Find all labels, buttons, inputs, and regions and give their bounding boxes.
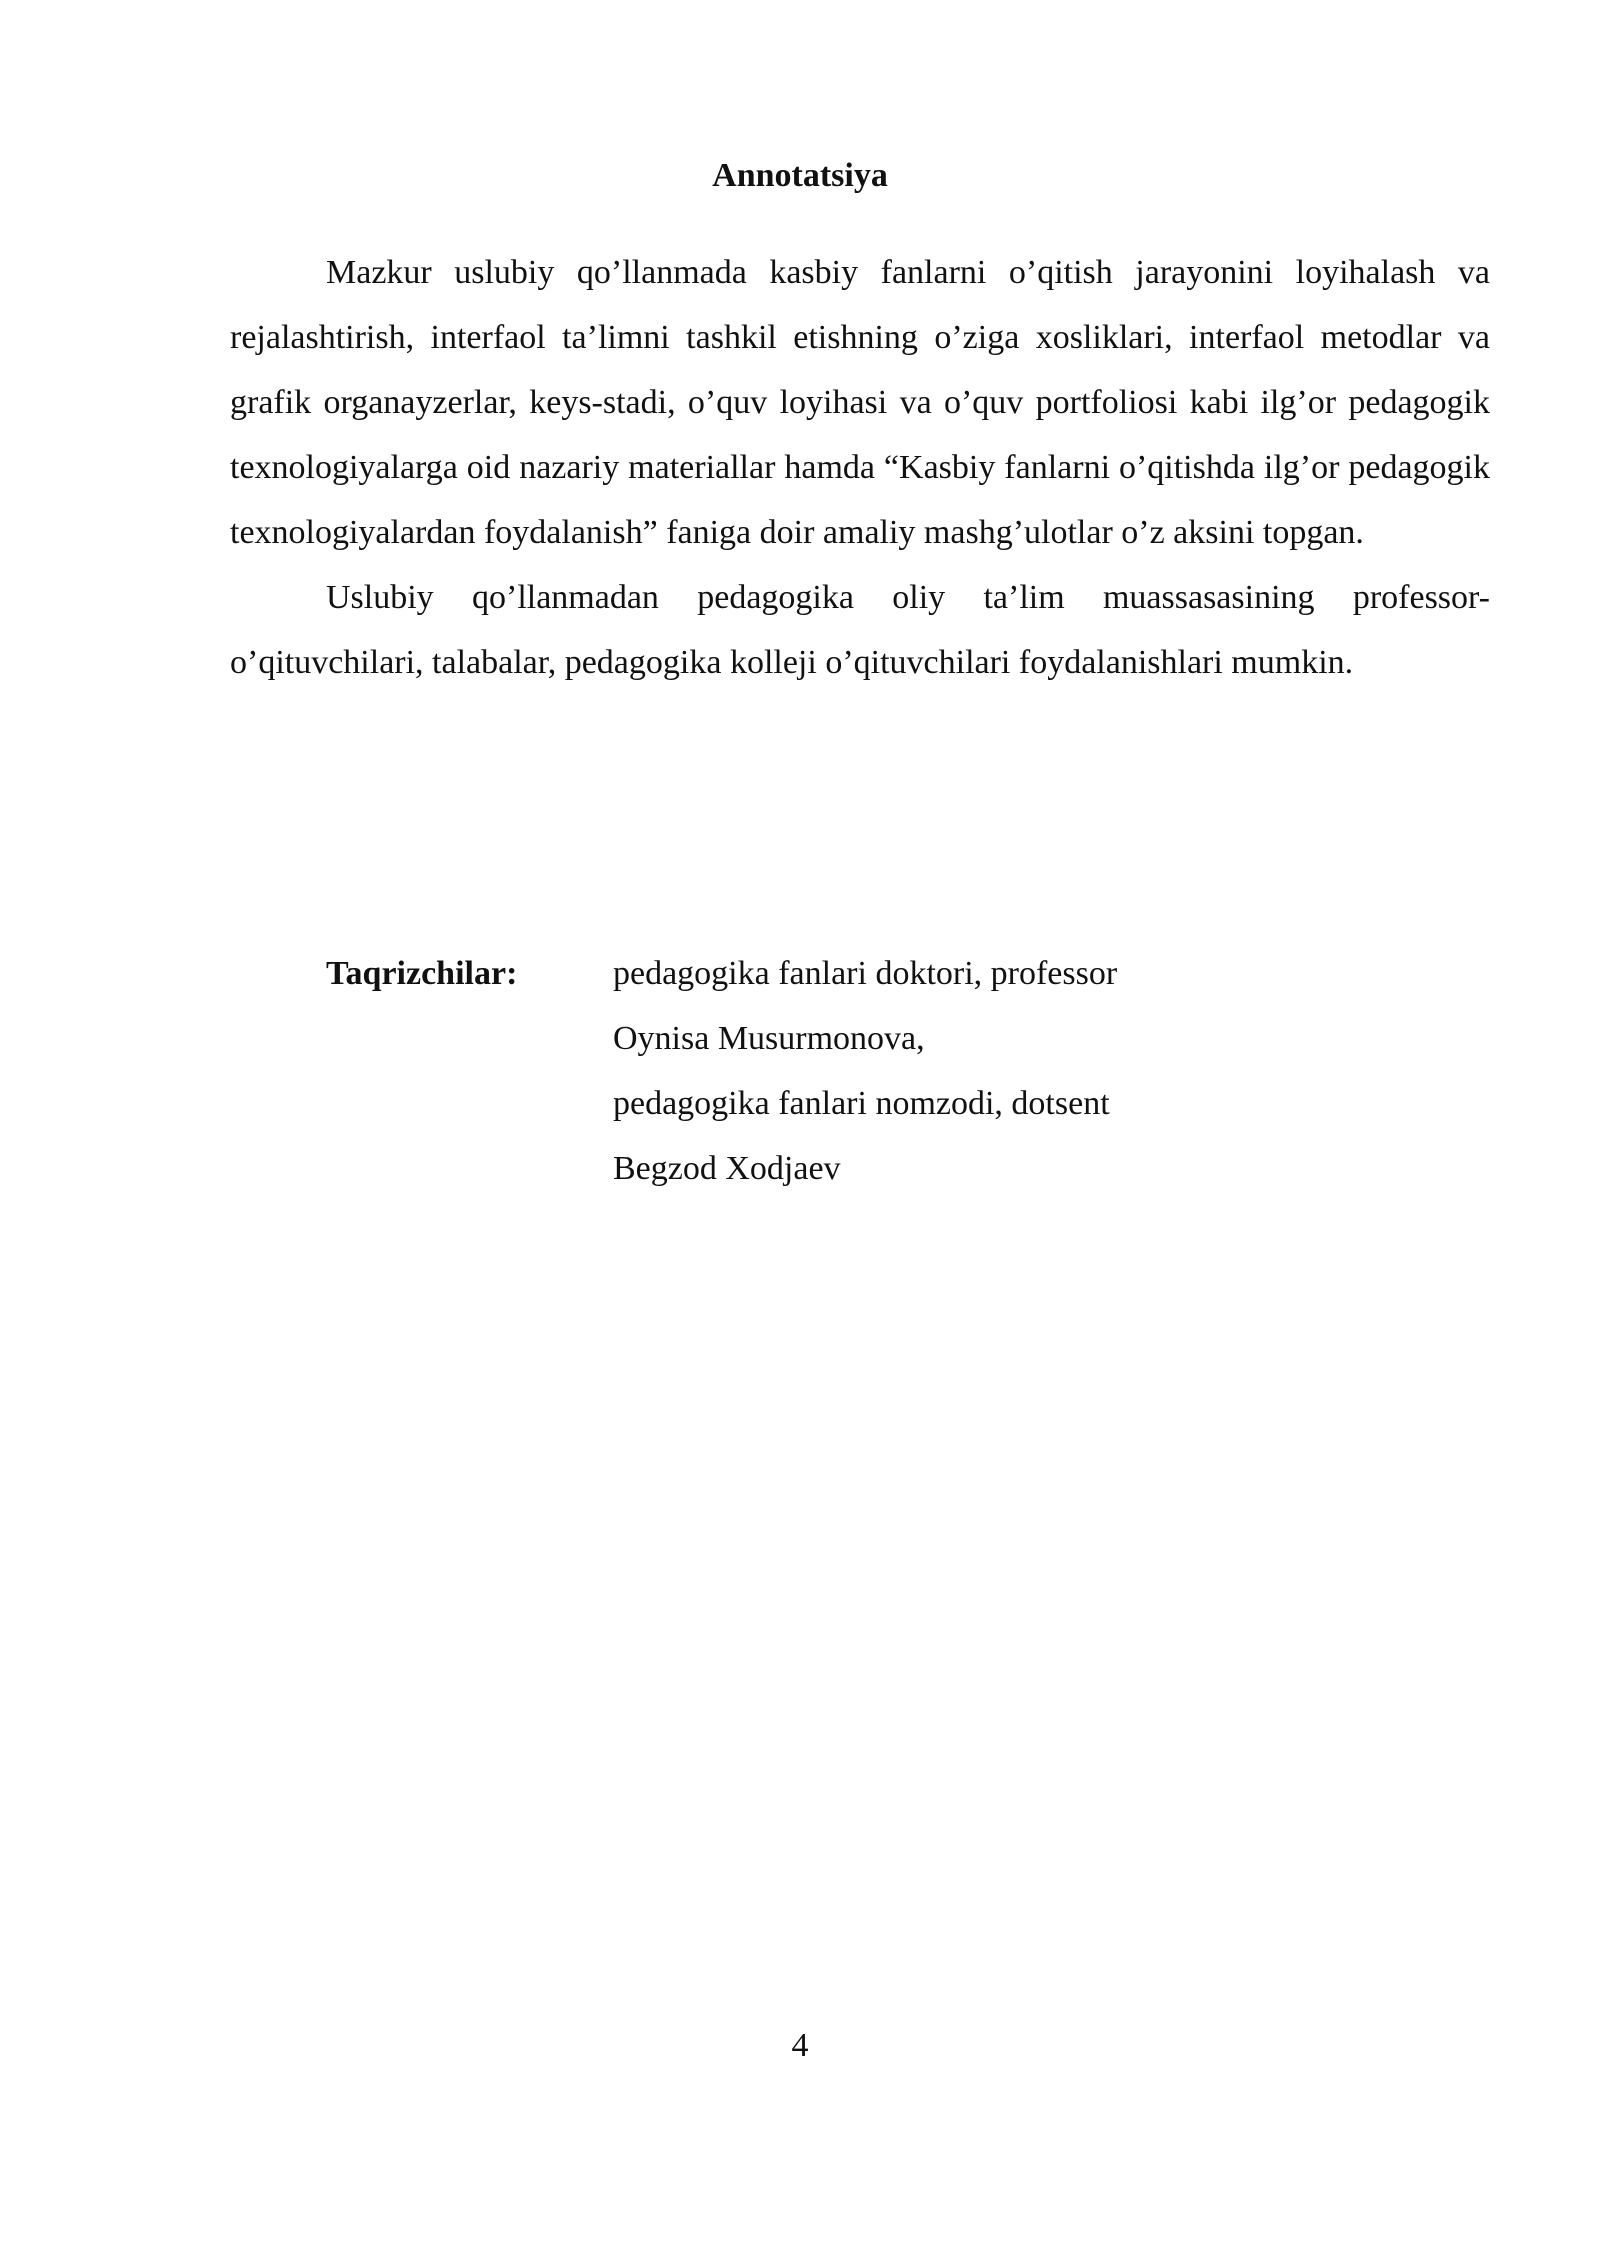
reviewers-list (613, 941, 1413, 1201)
annotation-paragraph-1: Mazkur uslubiy qo’llanmada kasbiy fanlarni o’qitish jarayonini loyihalash va rejalashtirish, interfaol ta’limni tashkil etishning o’ziga xosliklari, interfaol metodlar va grafik organayzerlar, keys-stadi, o’quv loyihasi va o’quv portfoliosi kabi ilg’or pedagogik texnologiyalarga oid nazariy materiallar hamda “Kasbiy fanlarni o’qitishda ilg’or pedagogik texnologiyalardan foydalanish” faniga doir amaliy mashg’ulotlar o’z aksini topgan. (230, 254, 1490, 551)
reviewer-line-4: Begzod Xodjaev (613, 1150, 841, 1187)
reviewer-line-3: pedagogika fanlari nomzodi, dotsent (613, 1085, 1110, 1122)
reviewers-label: Taqrizchilar: (326, 955, 518, 992)
annotation-body (230, 240, 1490, 695)
reviewer-line-1: pedagogika fanlari doktori, professor (613, 955, 1118, 992)
annotation-paragraph-2: Uslubiy qo’llanmadan pedagogika oliy ta’lim muassasasining professor-o’qituvchilari, talabalar, pedagogika kolleji o’qituvchilari foydalanishlari mumkin. (230, 579, 1490, 681)
reviewer-line-2: Oynisa Musurmonova, (613, 1020, 925, 1057)
page-title: Annotatsiya (712, 157, 888, 194)
page-number: 4 (791, 2027, 809, 2064)
